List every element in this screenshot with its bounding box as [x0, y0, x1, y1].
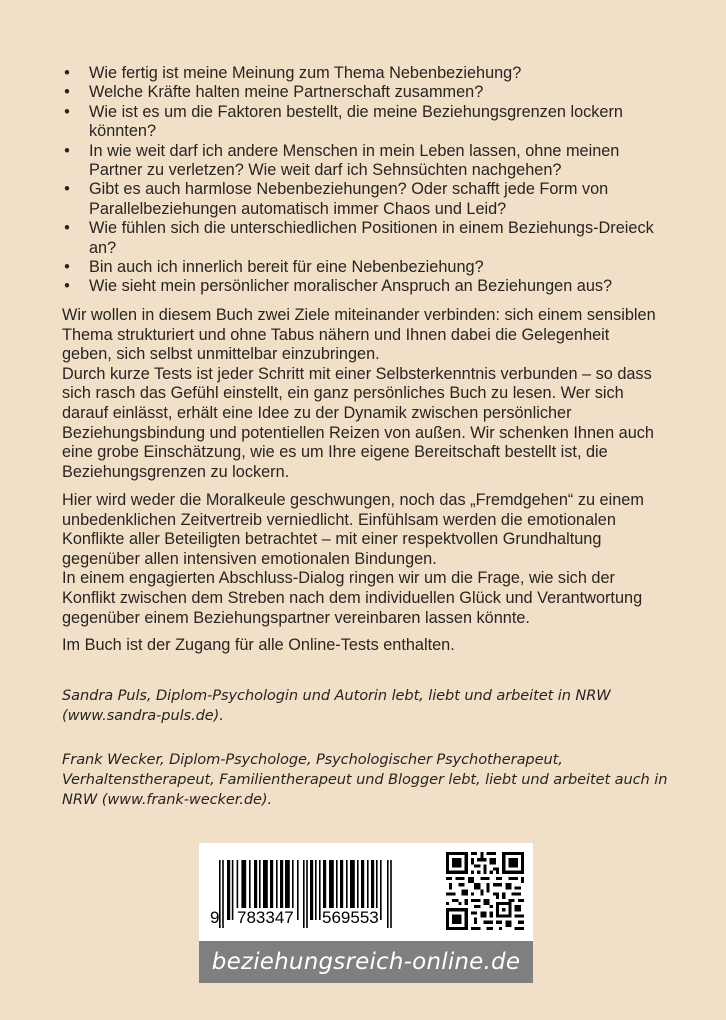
barcode-icon: [210, 860, 393, 928]
question-item: • Wie fühlen sich die unterschiedlichen Positionen in einem Beziehungs-Dreieck an?: [62, 219, 672, 258]
tests-paragraph: Durch kurze Tests ist jeder Schritt mit einer Selbsterkenntnis verbunden – so dass sich rasch das Gefühl einstellt, ein ganz persönliches Buch zu lesen. Wer sich darauf einlässt, erhält eine Idee zu der Dynamik zwischen persönlicher Beziehungsbindung und potentiellen Reizen von außen. Wir schenken Ihnen auch eine grobe Einschätzung, wie es um Ihre eigene Bereitschaft bestellt ist, die Beziehungsgrenzen zu lockern.: [62, 364, 654, 481]
bullet-icon: •: [64, 219, 70, 238]
bullet-icon: •: [64, 258, 70, 277]
question-item: • Wie ist es um die Faktoren bestellt, die meine Beziehungsgrenzen lockern könnten?: [62, 103, 672, 142]
bullet-icon: •: [64, 83, 70, 102]
bullet-icon: •: [64, 102, 70, 121]
website-banner: beziehungsreich-online.de: [199, 941, 533, 983]
bullet-icon: •: [64, 64, 70, 82]
barcode-digits-left: 783347: [237, 908, 294, 927]
question-list: [62, 64, 672, 297]
qr-code-icon: [446, 852, 524, 930]
moral-paragraph: Hier wird weder die Moralkeule geschwungen, noch das „Fremdgehen“ zu einem unbedenklichen Zeitvertreib verniedlicht. Einfühlsam werden die emotionalen Konflikte aller Beteiligten betrachtet – mit einer respektvollen Grundhaltung gegenüber allen intensiven emotionalen Bindungen.: [62, 491, 644, 568]
intro-section: [62, 306, 662, 482]
question-item: • In wie weit darf ich andere Menschen in mein Leben lassen, ohne meinen Partner zu verletzen? Wie weit darf ich Sehnsüchten nachgehen?: [62, 142, 672, 181]
approach-section: [62, 491, 662, 628]
question-item: • Gibt es auch harmlose Nebenbeziehungen? Oder schafft jede Form von Parallelbeziehungen automatisch immer Chaos und Leid?: [62, 180, 672, 219]
dialog-paragraph: In einem engagierten Abschluss-Dialog ringen wir um die Frage, wie sich der Konflikt zwischen dem Streben nach dem individuellen Glück und Verantwortung gegenüber einem Beziehungspartner vereinbaren lassen könnte.: [62, 569, 643, 627]
bullet-icon: •: [64, 277, 70, 296]
isbn-code-box: [199, 843, 533, 941]
author-bio-frank-wecker: Frank Wecker, Diplom-Psychologe, Psychologischer Psychotherapeut, Verhaltenstherapeut, Familientherapeut und Blogger lebt, liebt und arbeitet auch in NRW (www.frank-wecker.de).: [62, 751, 668, 808]
bullet-icon: •: [64, 141, 70, 160]
access-section: [62, 636, 662, 656]
author-bio-sandra-puls: Sandra Puls, Diplom-Psychologin und Autorin lebt, liebt und arbeitet in NRW (www.sandra-puls.de).: [62, 687, 611, 724]
barcode-digit-first: 9: [210, 908, 220, 927]
question-item: • Wie fertig ist meine Meinung zum Thema Nebenbeziehung?: [62, 64, 672, 83]
access-paragraph: Im Buch ist der Zugang für alle Online-Tests enthalten.: [62, 636, 455, 654]
question-item: • Welche Kräfte halten meine Partnerschaft zusammen?: [62, 83, 672, 102]
bullet-icon: •: [64, 180, 70, 199]
question-item: • Wie sieht mein persönlicher moralischer Anspruch an Beziehungen aus?: [62, 277, 672, 296]
goals-paragraph: Wir wollen in diesem Buch zwei Ziele miteinander verbinden: sich einem sensiblen Thema strukturiert und ohne Tabus nähern und Ihnen dabei die Gelegenheit geben, sich selbst unmittelbar einzubringen.: [62, 306, 656, 364]
question-item: • Bin auch ich innerlich bereit für eine Nebenbeziehung?: [62, 258, 672, 277]
barcode-digits-right: 569553: [322, 908, 379, 927]
